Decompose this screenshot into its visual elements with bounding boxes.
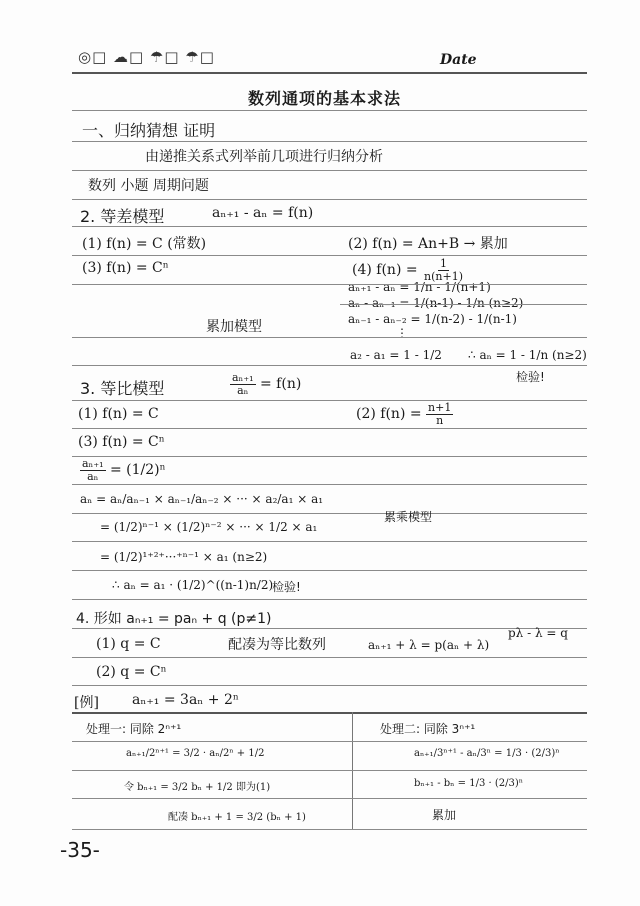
- rule: [72, 110, 587, 111]
- s2-case4-label: (4) f(n) =: [352, 262, 418, 279]
- rule: [72, 798, 587, 799]
- s2-dots: ⋮: [396, 326, 408, 340]
- s3-expand1: aₙ = aₙ/aₙ₋₁ × aₙ₋₁/aₙ₋₂ × ··· × a₂/a₁ × a₁: [80, 492, 324, 506]
- s2-deriv1: aₙ₊₁ - aₙ = 1/n - 1/(n+1): [348, 280, 491, 294]
- s2-deriv3: aₙ₋₁ - aₙ₋₂ = 1/(n-2) - 1/(n-1): [348, 312, 517, 326]
- page-number: -35-: [60, 838, 100, 862]
- rule: [72, 513, 587, 514]
- rule: [72, 428, 587, 429]
- example-right-line1: aₙ₊₁/3ⁿ⁺¹ - aₙ/3ⁿ = 1/3 · (2/3)ⁿ: [414, 748, 560, 759]
- rule: [72, 226, 587, 227]
- example-left-line1: aₙ₊₁/2ⁿ⁺¹ = 3/2 · aₙ/2ⁿ + 1/2: [126, 748, 265, 759]
- page-title: 数列通项的基本求法: [248, 89, 402, 108]
- s3-expand3: = (1/2)¹⁺²⁺···⁺ⁿ⁻¹ × a₁ (n≥2): [100, 550, 268, 564]
- s4-lambda: pλ - λ = q: [508, 626, 568, 640]
- example-rule: [72, 712, 587, 714]
- rule: [72, 365, 587, 366]
- fraction-numerator: 1: [440, 257, 448, 270]
- rule: [72, 829, 587, 830]
- s3-expand2: = (1/2)ⁿ⁻¹ × (1/2)ⁿ⁻² × ··· × 1/2 × a₁: [100, 520, 318, 534]
- rule: [72, 570, 587, 571]
- s3-fraction: [230, 372, 256, 396]
- fraction-denominator: aₙ: [237, 383, 249, 397]
- rule: [72, 284, 587, 285]
- s3-check: 检验!: [272, 580, 301, 594]
- s3-ratio-fraction: [80, 458, 106, 482]
- example-right-line3: 累加: [432, 808, 457, 822]
- example-left-line3: 配凑 bₙ₊₁ + 1 = 3/2 (bₙ + 1): [168, 812, 306, 823]
- example-divider: [352, 712, 353, 830]
- section2-heading: 2. 等差模型: [80, 207, 165, 226]
- s3-ratio-rest: = (1/2)ⁿ: [110, 462, 166, 479]
- section3-formula: [230, 372, 301, 396]
- example-left-line2: 令 bₙ₊₁ = 3/2 bₙ + 1/2 即为(1): [124, 782, 271, 793]
- section1-line2: 数列 小题 周期问题: [88, 178, 209, 194]
- s2-case4: [352, 258, 465, 282]
- s3-case2-fraction: [426, 402, 453, 426]
- s2-case3: (3) f(n) = Cⁿ: [82, 260, 169, 276]
- rule: [72, 255, 587, 256]
- s3-formula-rest: = f(n): [260, 376, 302, 393]
- section1-line1: 由递推关系式列举前几项进行归纳分析: [145, 149, 383, 165]
- fraction-denominator: n(n+1): [424, 269, 464, 283]
- weather-icons: ◎□ ☁□ ☂□ ☂□: [78, 48, 215, 66]
- fraction-numerator: n+1: [428, 401, 452, 414]
- s2-deriv4: a₂ - a₁ = 1 - 1/2: [350, 348, 442, 362]
- example-formula: aₙ₊₁ = 3aₙ + 2ⁿ: [132, 692, 239, 708]
- fraction-denominator: aₙ: [87, 469, 99, 483]
- section4-heading: 4. 形如 aₙ₊₁ = paₙ + q (p≠1): [76, 611, 272, 627]
- rule: [72, 199, 587, 200]
- fraction-numerator: aₙ₊₁: [232, 371, 254, 384]
- s2-deriv2: aₙ - aₙ₋₁ = 1/(n-1) - 1/n (n≥2): [348, 296, 524, 310]
- rule: [340, 304, 587, 305]
- s2-note: 累加模型: [206, 319, 262, 335]
- section1-heading: 一、归纳猜想 证明: [82, 121, 216, 140]
- s2-conclusion: ∴ aₙ = 1 - 1/n (n≥2): [468, 348, 587, 362]
- rule: [72, 741, 587, 742]
- s3-case3: (3) f(n) = Cⁿ: [78, 434, 165, 450]
- rule: [72, 685, 587, 686]
- s2-case4-fraction: [422, 258, 465, 282]
- example-right-line2: bₙ₊₁ - bₙ = 1/3 · (2/3)ⁿ: [414, 778, 524, 789]
- rule: [72, 456, 587, 457]
- s2-case2: (2) f(n) = An+B → 累加: [348, 236, 508, 252]
- date-label: Date: [440, 52, 477, 68]
- rule: [72, 657, 587, 658]
- s3-case2-label: (2) f(n) =: [356, 406, 422, 423]
- rule: [72, 400, 587, 401]
- header-rule: [72, 72, 587, 74]
- section2-formula: aₙ₊₁ - aₙ = f(n): [212, 205, 314, 221]
- s2-check: 检验!: [516, 370, 545, 384]
- example-label: [例]: [74, 695, 99, 711]
- s3-expand4: ∴ aₙ = a₁ · (1/2)^((n-1)n/2): [112, 578, 274, 592]
- s3-case1: (1) f(n) = C: [78, 406, 159, 422]
- fraction-numerator: aₙ₊₁: [82, 457, 104, 470]
- s3-note: 累乘模型: [384, 510, 433, 524]
- s4-case2: (2) q = Cⁿ: [96, 664, 167, 680]
- s4-method: 配凑为等比数列: [228, 637, 326, 653]
- s2-case1: (1) f(n) = C (常数): [82, 236, 207, 252]
- s4-form: aₙ₊₁ + λ = p(aₙ + λ): [368, 638, 490, 652]
- rule: [72, 170, 587, 171]
- fraction-denominator: n: [436, 413, 444, 427]
- example-left-title: 处理一: 同除 2ⁿ⁺¹: [86, 722, 182, 736]
- s4-case1: (1) q = C: [96, 636, 161, 652]
- rule: [72, 141, 587, 142]
- rule: [72, 337, 587, 338]
- rule: [72, 770, 587, 771]
- s3-ratio: [80, 458, 166, 482]
- section3-heading: 3. 等比模型: [80, 379, 165, 398]
- example-right-title: 处理二: 同除 3ⁿ⁺¹: [380, 722, 476, 736]
- s3-case2: [356, 402, 453, 426]
- rule: [72, 599, 587, 600]
- rule: [72, 484, 587, 485]
- rule: [72, 541, 587, 542]
